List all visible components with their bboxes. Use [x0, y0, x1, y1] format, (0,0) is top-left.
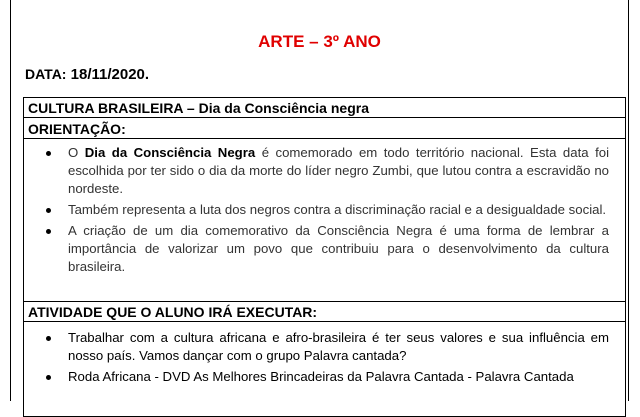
- date-value: 18/11/2020.: [70, 66, 150, 83]
- list-item-text: A criação de um dia comemorativo da Consciência Negra é uma forma de lembrar a importância de valorizar um povo que contribuiu para o desenvolvimento da cultura brasileira.: [68, 223, 609, 274]
- section-heading-activity: ATIVIDADE QUE O ALUNO IRÁ EXECUTAR:: [24, 301, 625, 322]
- orientation-list: [24, 144, 625, 279]
- content-table: [23, 97, 626, 417]
- section-heading-orientation: ORIENTAÇÃO:: [24, 119, 625, 139]
- date-line: [25, 66, 149, 83]
- list-item-bold-text: Dia da Consciência Negra: [84, 145, 256, 160]
- document-page: [10, 0, 629, 401]
- list-item: [24, 201, 625, 219]
- document-title: ARTE – 3º ANO: [258, 32, 381, 51]
- list-item: [24, 222, 625, 276]
- activity-list: [24, 329, 625, 389]
- list-item-text: é comemorado em todo território nacional. Esta data foi escolhida por ter sido o dia da morte do líder negro Zumbi, que lutou contra a escravidão no nordeste.: [68, 145, 609, 196]
- date-label: DATA:: [25, 66, 67, 82]
- list-item-text: Roda Africana - DVD As Melhores Brincadeiras da Palavra Cantada - Palavra Cantada: [68, 369, 574, 384]
- list-item-text: Trabalhar com a cultura africana e afro-brasileira é ter seus valores e sua influência em nosso país. Vamos dançar com o grupo Palavra cantada?: [68, 330, 609, 363]
- list-item: [24, 368, 625, 386]
- list-item-text: O: [68, 145, 85, 160]
- section-heading-culture: CULTURA BRASILEIRA – Dia da Consciência negra: [24, 98, 625, 118]
- list-item: [24, 329, 625, 365]
- list-item-text: Também representa a luta dos negros contra a discriminação racial e a desigualdade social.: [68, 202, 607, 217]
- list-item: [24, 144, 625, 198]
